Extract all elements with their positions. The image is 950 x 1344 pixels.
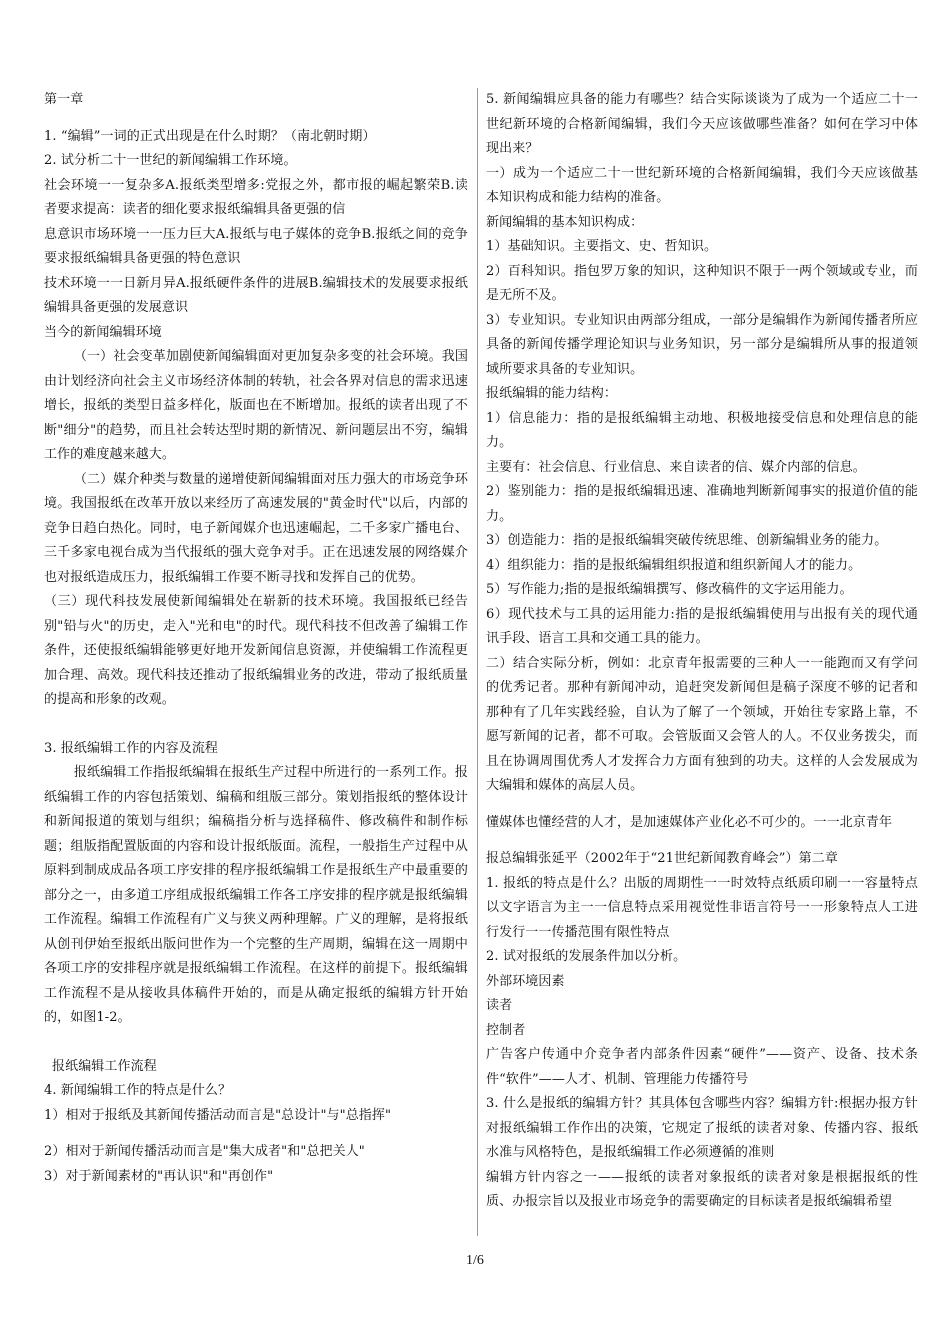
paragraph: 当今的新闻编辑环境 — [44, 324, 162, 340]
paragraph: 读者 — [486, 998, 513, 1013]
paragraph: 4）组织能力：指的是报纸编辑组织报道和组织新闻人才的能力。 — [486, 557, 862, 573]
paragraph: 1）相对于报纸及其新闻传播活动而言是"总设计"与"总指挥" — [44, 1107, 392, 1123]
paragraph: 新闻编辑的基本知识构成： — [486, 214, 644, 230]
spacer — [44, 1128, 468, 1140]
spacer — [44, 1031, 468, 1055]
paragraph: 1）信息能力：指的是报纸编辑主动地、积极地接受信息和处理信息的能力。 — [486, 410, 918, 450]
paragraph: 2. 试分析二十一世纪的新闻编辑工作环境。 — [44, 153, 297, 168]
paragraph: 广告客户传通中介竞争者内部条件因素“硬件”——资产、设备、技术条件“软件”——人才、机制、管理能力传播符号 — [486, 1047, 918, 1087]
paragraph: 主要有：社会信息、行业信息、来自读者的信、媒介内部的信息。 — [486, 459, 866, 475]
paragraph: 2）百科知识。指包罗万象的知识，这种知识不限于一两个领域或专业，而是无所不及。 — [486, 263, 918, 303]
paragraph: 报纸编辑工作流程 — [52, 1058, 157, 1074]
paragraph: 控制者 — [486, 1022, 526, 1038]
paragraph: 息意识市场环境一一压力巨大A.报纸与电子媒体的竞争B.报纸之间的竞争要求报纸编辑具备更强的特色意识 — [44, 226, 468, 266]
paragraph: 一）成为一个适应二十一世纪新环境的合格新闻编辑，我们今天应该做基本知识构成和能力结构的准备。 — [486, 165, 918, 205]
column-divider — [477, 88, 478, 1236]
paragraph: 3）专业知识。专业知识由两部分组成，一部分是编辑作为新闻传播者所应具备的新闻传播学理论知识与业务知识，另一部分是编辑所从事的报道领域所要求具备的专业知识。 — [486, 312, 918, 377]
paragraph: 5. 新闻编辑应具备的能力有哪些？结合实际谈谈为了成为一个适应二十一世纪新环境的合格新闻编辑，我们今天应该做哪些准备？如何在学习中体现出来？ — [486, 92, 918, 156]
paragraph: 1）基础知识。主要指文、史、哲知识。 — [486, 239, 718, 254]
paragraph: （一）社会变革加剧使新闻编辑面对更加复杂多变的社会环境。我国由计划经济向社会主义市场经济体制的转轨，社会各界对信息的需求迅速增长，报纸的类型日益多样化，版面也在不断增加。报纸的读者出现了不断"细分"的趋势，而且社会转达型时期的新情况、新问题层出不穷，编辑工作的难度越来越大。 — [44, 349, 468, 462]
paragraph: 技术环境一一日新月异A.报纸硬件条件的进展B.编辑技术的发展要求报纸编辑具备更强的发展意识 — [44, 275, 468, 315]
paragraph: 3）创造能力：指的是报纸编辑突破传统思维、创新编辑业务的能力。 — [486, 533, 888, 548]
spacer — [44, 713, 468, 737]
paragraph: 报纸编辑工作指报纸编辑在报纸生产过程中所进行的一系列工作。报纸编辑工作的内容包括策划、编稿和组版三部分。策划指报纸的整体设计和新闻报道的策划与组织；编稿指分析与选择稿件、修改稿件和制作标题；组版指配置版面的内容和设计报纸版面。流程，一般指生产过程中从原料到制成成品各项工序安排的程序报纸编辑工作是报纸生产中最重要的部分之一，由多道工序组成报纸编辑工作各工序安排的程序就是报纸编辑工作流程。编辑工作流程有广义与狭义两种理解。广义的理解，是将报纸从创刊伊始至报纸出版问世作为一个完整的生产周期，编辑在这一周期中各项工序的安排程序就是报纸编辑工作流程。在这样的前提下。报纸编辑工作流程不是从接收具体稿件开始的，而是从确定报纸的编辑方针开始的，如图1-2。 — [44, 765, 468, 1025]
paragraph: 报总编辑张延平（2002年于“21世纪新闻教育峰会”）第二章 — [486, 851, 838, 866]
paragraph: 4. 新闻编辑工作的特点是什么？ — [44, 1083, 232, 1098]
paragraph: 2. 试对报纸的发展条件加以分析。 — [486, 949, 687, 964]
paragraph: 社会环境一一复杂多A.报纸类型增多:党报之外，都市报的崛起繁荣B.读者要求提高：读者的细化要求报纸编辑具备更强的信 — [44, 177, 468, 217]
paragraph: 1. 报纸的特点是什么？出版的周期性一一时效特点纸质印刷一一容量特点以文字语言为主一一信息特点采用视觉性非语言符号一一形象特点人工进行发行一一传播范围有限性特点 — [486, 875, 918, 940]
paragraph: 3. 报纸编辑工作的内容及流程 — [44, 740, 219, 756]
paragraph: 报纸编辑的能力结构： — [486, 386, 618, 401]
paragraph: 3）对于新闻素材的"再认识"和"再创作" — [44, 1168, 274, 1184]
page-number: 1/6 — [466, 1253, 484, 1268]
paragraph: 第一章 — [44, 92, 84, 107]
spacer — [44, 113, 468, 125]
paragraph: 二）结合实际分析，例如：北京青年报需要的三种人一一能跑而又有学问的优秀记者。那种有新闻冲动，追赶突发新闻但是稿子深度不够的记者和那种有了几年实践经验，自认为了解了一个领域，开始往专家路上靠，不愿写新闻的记者，都不可取。会管版面又会管人的人。不仅业务拨尖，而且在协调周围优秀人才发挥合力方面有独到的功夫。这样的人会发展成为大编辑和媒体的高层人员。 — [486, 655, 918, 793]
paragraph: 2）鉴别能力：指的是报纸编辑迅速、准确地判断新闻事实的报道价值的能力。 — [486, 484, 918, 524]
paragraph: 2）相对于新闻传播活动而言是"集大成者"和"总把关人" — [44, 1144, 365, 1159]
paragraph: 懂媒体也懂经营的人才，是加速媒体产业化必不可少的。一一北京青年 — [486, 814, 893, 830]
paragraph: （三）现代科技发展使新闻编辑处在崭新的技术环境。我国报纸已经告别"铅与火"的历史，走入"光和电"的时代。现代科技不但改善了编辑工作条件，还使报纸编辑能够更好地开发新闻信息资源，并使编辑工作流程更加合理、高效。现代科技还推动了报纸编辑业务的改进，带动了报纸质量的提高和形象的改观。 — [44, 594, 468, 707]
left-column — [44, 88, 468, 1189]
paragraph: 1. “编辑”一词的正式出现是在什么时期？（南北朝时期） — [44, 128, 376, 144]
spacer — [486, 799, 918, 811]
paragraph: （二）媒介种类与数量的递增使新闻编辑面对压力强大的市场竞争环境。我国报纸在改革开放以来经历了高速发展的"黄金时代"以后，内部的竞争日趋白热化。同时，电子新闻媒介也迅速崛起，二千多家广播电台、三千多家电视台成为当代报纸的强大竞争对手。正在迅速发展的网络媒介也对报纸造成压力，报纸编辑工作要不断寻找和发挥自己的优势。 — [44, 471, 468, 585]
spacer — [486, 835, 918, 847]
paragraph: 5）写作能力;指的是报纸编辑撰写、修改稿件的文字运用能力。 — [486, 582, 853, 597]
paragraph: 外部环境因素 — [486, 973, 565, 989]
paragraph: 3. 什么是报纸的编辑方针？其具体包含哪些内容？编辑方针:根据办报方针对报纸编辑工作作出的决策，它规定了报纸的读者对象、传播内容、报纸水准与风格特色，是报纸编辑工作必须遵循的准则 — [486, 1096, 918, 1160]
paragraph: 6）现代技术与工具的运用能力:指的是报纸编辑使用与出报有关的现代通讯手段、语言工具和交通工具的能力。 — [486, 606, 918, 646]
paragraph: 编辑方针内容之一——报纸的读者对象报纸的读者对象是根据报纸的性质、办报宗旨以及报业市场竞争的需要确定的目标读者是报纸编辑希望 — [486, 1169, 918, 1209]
right-column — [486, 88, 918, 1215]
